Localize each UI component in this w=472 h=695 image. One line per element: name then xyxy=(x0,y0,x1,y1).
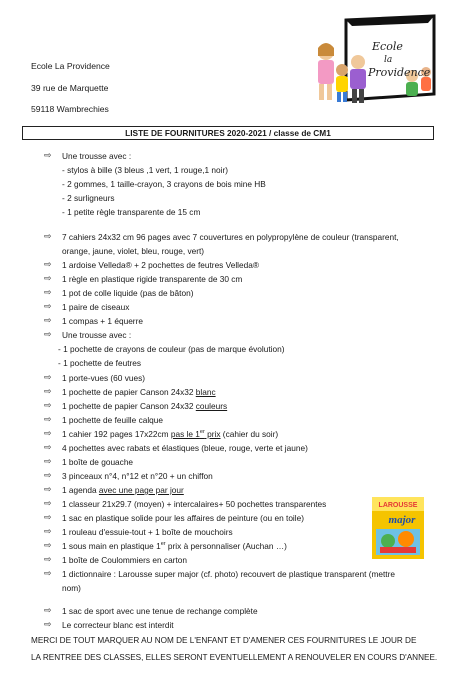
arrow-icon: ⇨ xyxy=(44,470,52,480)
arrow-icon: ⇨ xyxy=(44,150,52,160)
list-item: 1 pochette de papier Canson 24x32 blanc xyxy=(62,387,216,397)
arrow-icon: ⇨ xyxy=(44,414,52,424)
list-item: 7 cahiers 24x32 cm 96 pages avec 7 couvertures en polypropylène de couleur (transparent, xyxy=(62,232,399,242)
list-item: 1 sac de sport avec une tenue de rechange complète xyxy=(62,606,258,616)
list-item: 1 règle en plastique rigide transparente de 30 cm xyxy=(62,274,243,284)
title-box xyxy=(22,126,434,140)
logo-text-1: Ecole xyxy=(372,40,403,53)
list-item: 1 compas + 1 équerre xyxy=(62,316,143,326)
logo-text-3: Providence xyxy=(368,66,431,79)
list-subitem: - stylos à bille (3 bleus ,1 vert, 1 rouge,1 noir) xyxy=(62,165,229,175)
list-subitem: - 1 pochette de feutres xyxy=(58,358,142,368)
arrow-icon: ⇨ xyxy=(44,287,52,297)
list-item-cont: nom) xyxy=(62,583,81,593)
arrow-icon: ⇨ xyxy=(44,231,52,241)
list-subitem: - 1 petite règle transparente de 15 cm xyxy=(62,207,201,217)
arrow-icon: ⇨ xyxy=(44,540,52,550)
list-item: 1 sac en plastique solide pour les affaires de peinture (ou en toile) xyxy=(62,513,304,523)
arrow-icon: ⇨ xyxy=(44,400,52,410)
arrow-icon: ⇨ xyxy=(44,442,52,452)
list-item: 1 cahier 192 pages 17x22cm pas le 1er prix (cahier du soir) xyxy=(62,429,279,439)
arrow-icon: ⇨ xyxy=(44,526,52,536)
school-street: 39 rue de Marquette xyxy=(31,83,109,93)
school-logo xyxy=(312,14,437,112)
list-item: 4 pochettes avec rabats et élastiques (bleue, rouge, verte et jaune) xyxy=(62,443,308,453)
arrow-icon: ⇨ xyxy=(44,386,52,396)
book-title: major xyxy=(388,514,416,526)
arrow-icon: ⇨ xyxy=(44,372,52,382)
list-item: 1 ardoise Velleda® + 2 pochettes de feutres Velleda® xyxy=(62,260,259,270)
list-item: 1 rouleau d'essuie-tout + 1 boîte de mouchoirs xyxy=(62,527,233,537)
arrow-icon: ⇨ xyxy=(44,498,52,508)
list-item: 1 pochette de feuille calque xyxy=(62,415,164,425)
list-item: 1 boîte de Coulommiers en carton xyxy=(62,555,187,565)
logo-text-2: la xyxy=(384,55,393,65)
list-item: 1 agenda avec une page par jour xyxy=(62,485,184,495)
arrow-icon: ⇨ xyxy=(44,315,52,325)
list-item: 1 sous main en plastique 1er prix à personnaliser (Auchan …) xyxy=(62,541,287,551)
footer-line: MERCI DE TOUT MARQUER AU NOM DE L'ENFANT ET D'AMENER CES FOURNITURES LE JOUR DE xyxy=(31,636,417,645)
arrow-icon: ⇨ xyxy=(44,456,52,466)
arrow-icon: ⇨ xyxy=(44,301,52,311)
list-item: Le correcteur blanc est interdit xyxy=(62,620,174,630)
list-item: 1 pot de colle liquide (pas de bâton) xyxy=(62,288,194,298)
arrow-icon: ⇨ xyxy=(44,605,52,615)
dictionary-photo xyxy=(372,497,424,559)
list-item: Une trousse avec : xyxy=(62,151,132,161)
footer-note xyxy=(31,632,441,666)
list-item: 1 paire de ciseaux xyxy=(62,302,130,312)
arrow-icon: ⇨ xyxy=(44,554,52,564)
arrow-icon: ⇨ xyxy=(44,619,52,629)
school-city: 59118 Wambrechies xyxy=(31,104,109,114)
list-item: 1 boîte de gouache xyxy=(62,457,134,467)
arrow-icon: ⇨ xyxy=(44,428,52,438)
list-item-cont: orange, jaune, violet, bleu, rouge, vert) xyxy=(62,246,205,256)
list-subitem: - 2 surligneurs xyxy=(62,193,115,203)
list-item: 3 pinceaux n°4, n°12 et n°20 + un chiffon xyxy=(62,471,213,481)
school-name: Ecole La Providence xyxy=(31,61,110,71)
arrow-icon: ⇨ xyxy=(44,512,52,522)
list-item: 1 classeur 21x29.7 (moyen) + intercalaires+ 50 pochettes transparentes xyxy=(62,499,327,509)
arrow-icon: ⇨ xyxy=(44,273,52,283)
list-title: LISTE DE FOURNITURES 2020-2021 / classe de CM1 xyxy=(125,128,331,138)
list-item: 1 porte-vues (60 vues) xyxy=(62,373,146,383)
arrow-icon: ⇨ xyxy=(44,329,52,339)
footer-line: LA RENTREE DES CLASSES, ELLES SERONT EVENTUELLEMENT A RENOUVELER EN COURS D'ANNEE. xyxy=(31,653,438,662)
list-item: 1 pochette de papier Canson 24x32 couleurs xyxy=(62,401,228,411)
list-item: Une trousse avec : xyxy=(62,330,132,340)
arrow-icon: ⇨ xyxy=(44,484,52,494)
list-subitem: - 1 pochette de crayons de couleur (pas de marque évolution) xyxy=(58,344,285,354)
arrow-icon: ⇨ xyxy=(44,259,52,269)
book-brand: LAROUSSE xyxy=(378,502,418,509)
list-subitem: - 2 gommes, 1 taille-crayon, 3 crayons de bois mine HB xyxy=(62,179,266,189)
list-item: 1 dictionnaire : Larousse super major (cf. photo) recouvert de plastique transparent (mettre xyxy=(62,569,395,579)
arrow-icon: ⇨ xyxy=(44,568,52,578)
